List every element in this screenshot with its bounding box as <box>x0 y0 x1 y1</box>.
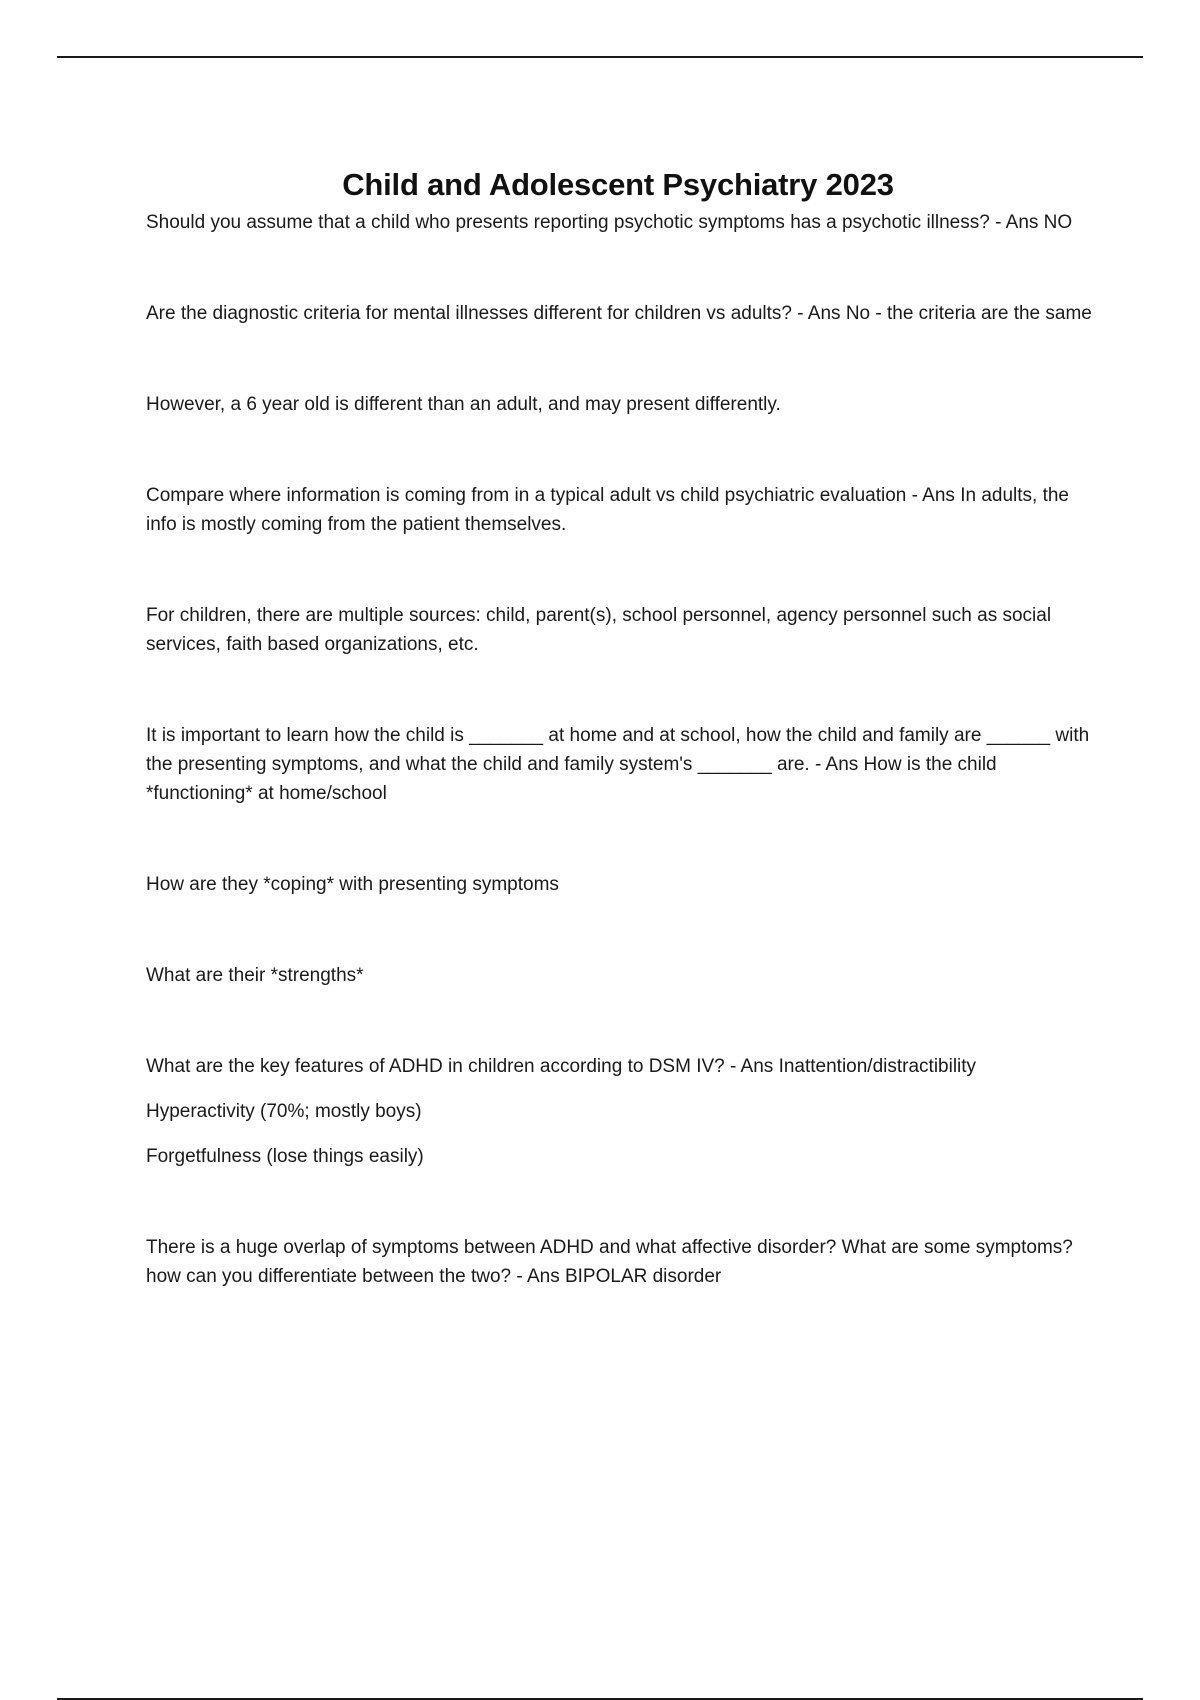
document-title: Child and Adolescent Psychiatry 2023 <box>342 166 894 202</box>
paragraph: Are the diagnostic criteria for mental illnesses different for children vs adults? - Ans No - the criteria are the same <box>146 303 1092 324</box>
paragraph: How are they *coping* with presenting symptoms <box>146 874 559 895</box>
paragraph: There is a huge overlap of symptoms between ADHD and what affective disorder? What are some symptoms? how can you differentiate between the two? - Ans BIPOLAR disorder <box>146 1237 1073 1287</box>
paragraph: Compare where information is coming from in a typical adult vs child psychiatric evaluation - Ans In adults, the info is mostly coming from the patient themselves. <box>146 485 1069 535</box>
paragraph: However, a 6 year old is different than an adult, and may present differently. <box>146 394 781 415</box>
document-body <box>146 208 1096 1291</box>
paragraph: Should you assume that a child who presents reporting psychotic symptoms has a psychotic illness? - Ans NO <box>146 212 1073 233</box>
paragraph: What are the key features of ADHD in children according to DSM IV? - Ans Inattention/distractibility <box>146 1056 977 1077</box>
paragraph: Hyperactivity (70%; mostly boys) <box>146 1101 422 1122</box>
paragraph: For children, there are multiple sources: child, parent(s), school personnel, agency personnel such as social services, faith based organizations, etc. <box>146 605 1052 655</box>
header-rule <box>57 56 1143 58</box>
paragraph: It is important to learn how the child is _______ at home and at school, how the child and family are ______ with the presenting symptoms, and what the child and family system's _______ are. - Ans How is the child *functioning* at home/school <box>146 725 1090 804</box>
paragraph: What are their *strengths* <box>146 965 364 986</box>
paragraph: Forgetfulness (lose things easily) <box>146 1146 424 1167</box>
